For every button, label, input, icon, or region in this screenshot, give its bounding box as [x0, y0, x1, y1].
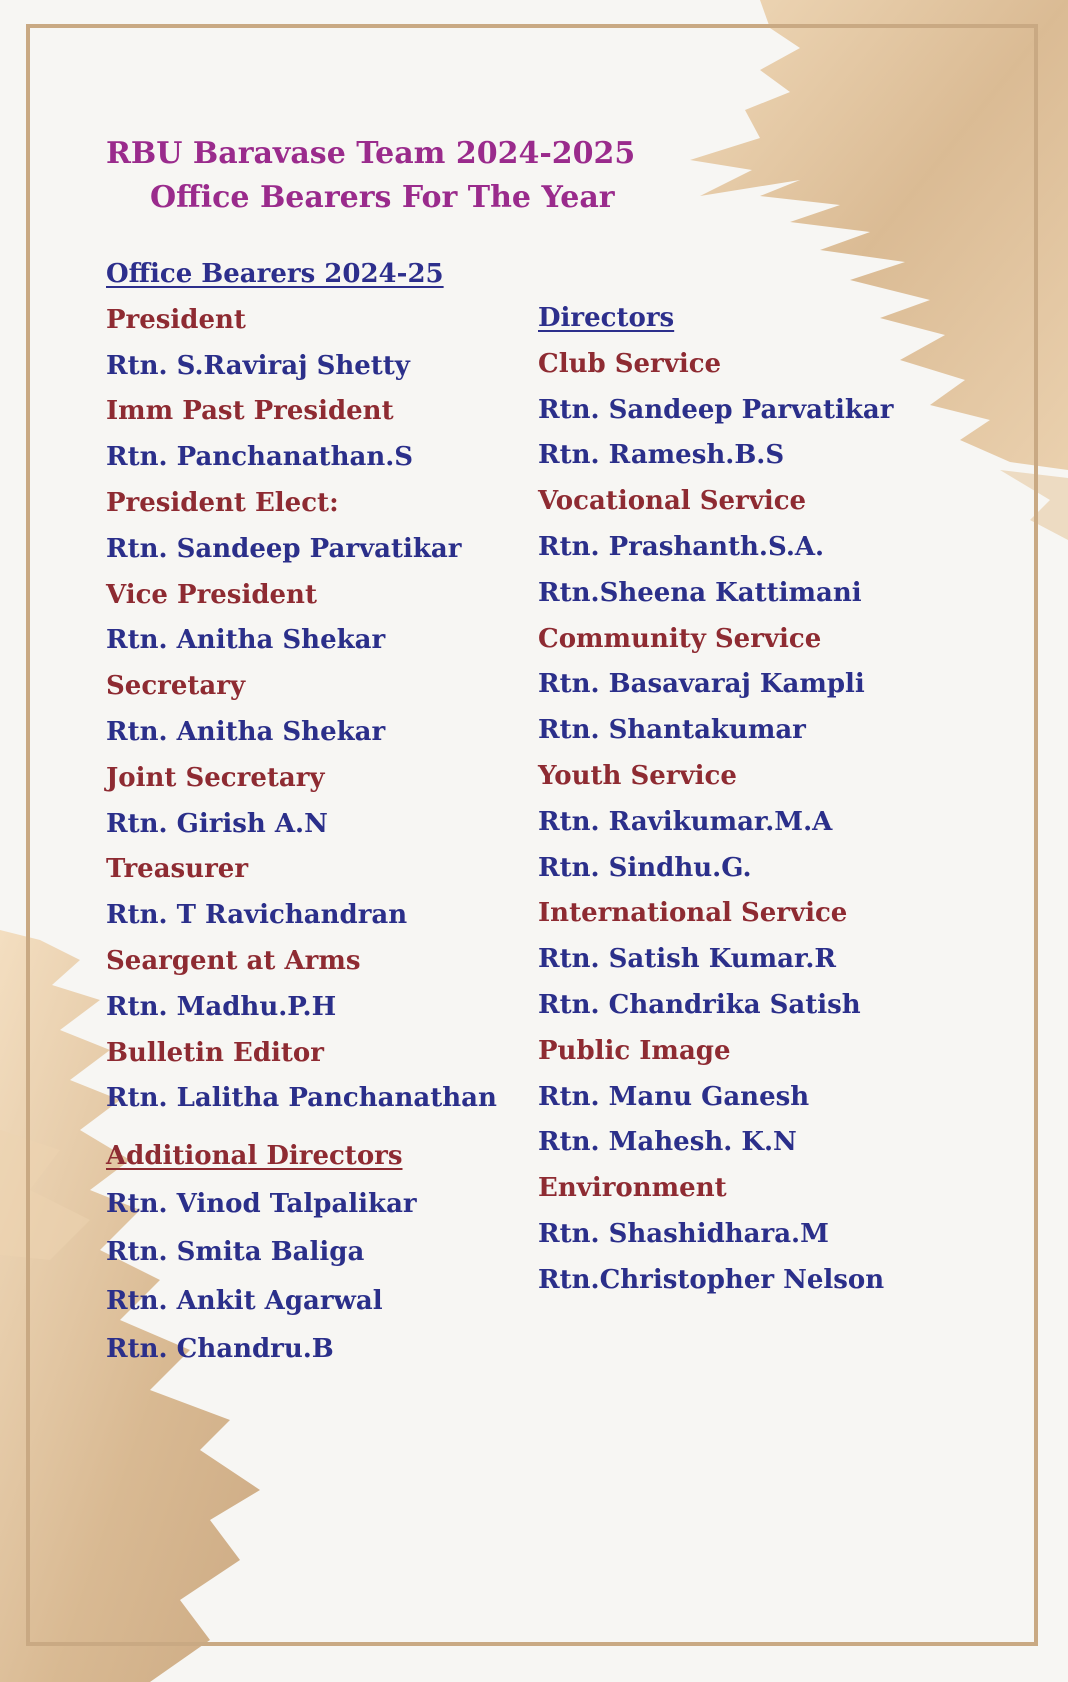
role-public-image: Public Image: [538, 1035, 731, 1066]
name-secretary: Rtn. Anitha Shekar: [106, 716, 386, 747]
role-joint-secretary: Joint Secretary: [106, 762, 325, 793]
role-vice-president: Vice President: [106, 579, 317, 610]
director-name: Rtn.Sheena Kattimani: [538, 577, 862, 608]
name-president: Rtn. S.Raviraj Shetty: [106, 350, 410, 381]
director-name: Rtn. Mahesh. K.N: [538, 1127, 797, 1158]
role-vocational-service: Vocational Service: [538, 486, 807, 517]
role-treasurer: Treasurer: [106, 854, 249, 885]
additional-directors-heading: Additional Directors: [106, 1141, 403, 1172]
director-name: Rtn. Sandeep Parvatikar: [538, 394, 894, 425]
director-name: Rtn. Ravikumar.M.A: [538, 806, 833, 837]
name-president-elect: Rtn. Sandeep Parvatikar: [106, 533, 462, 564]
directors-column: [538, 296, 893, 1304]
additional-director: Rtn. Smita Baliga: [106, 1237, 365, 1268]
role-seargent-at-arms: Seargent at Arms: [106, 945, 361, 976]
role-bulletin-editor: Bulletin Editor: [106, 1037, 324, 1068]
name-vice-president: Rtn. Anitha Shekar: [106, 625, 386, 656]
directors-heading: Directors: [538, 303, 675, 333]
role-environment: Environment: [538, 1173, 727, 1204]
director-name: Rtn.Christopher Nelson: [538, 1264, 885, 1295]
name-treasurer: Rtn. T Ravichandran: [106, 900, 408, 931]
office-bearers-heading: Office Bearers 2024-25: [106, 259, 444, 289]
director-name: Rtn. Satish Kumar.R: [538, 944, 836, 975]
title-line-2: Office Bearers For The Year: [150, 180, 615, 215]
director-name: Rtn. Shantakumar: [538, 715, 806, 746]
director-name: Rtn. Chandrika Satish: [538, 989, 861, 1020]
additional-director: Rtn. Ankit Agarwal: [106, 1285, 383, 1316]
additional-directors-list: [106, 1180, 497, 1374]
name-bulletin-editor: Rtn. Lalitha Panchanathan: [106, 1083, 497, 1114]
role-community-service: Community Service: [538, 623, 822, 654]
title-line-1: RBU Baravase Team 2024-2025: [106, 136, 636, 171]
additional-director: Rtn. Vinod Talpalikar: [106, 1188, 417, 1219]
page-title: [106, 132, 635, 220]
office-bearers-column: [106, 252, 497, 1374]
director-name: Rtn. Basavaraj Kampli: [538, 669, 865, 700]
name-seargent-at-arms: Rtn. Madhu.P.H: [106, 991, 337, 1022]
name-imm-past-president: Rtn. Panchanathan.S: [106, 442, 414, 473]
role-international-service: International Service: [538, 898, 848, 929]
additional-director: Rtn. Chandru.B: [106, 1334, 334, 1365]
role-club-service: Club Service: [538, 348, 722, 379]
name-joint-secretary: Rtn. Girish A.N: [106, 808, 328, 839]
role-president: President: [106, 304, 246, 335]
role-president-elect: President Elect:: [106, 487, 339, 518]
director-name: Rtn. Sindhu.G.: [538, 852, 752, 883]
director-name: Rtn. Manu Ganesh: [538, 1081, 810, 1112]
director-name: Rtn. Shashidhara.M: [538, 1218, 829, 1249]
director-name: Rtn. Ramesh.B.S: [538, 440, 785, 471]
role-imm-past-president: Imm Past President: [106, 396, 394, 427]
director-name: Rtn. Prashanth.S.A.: [538, 531, 825, 562]
role-secretary: Secretary: [106, 671, 246, 702]
role-youth-service: Youth Service: [538, 760, 737, 791]
